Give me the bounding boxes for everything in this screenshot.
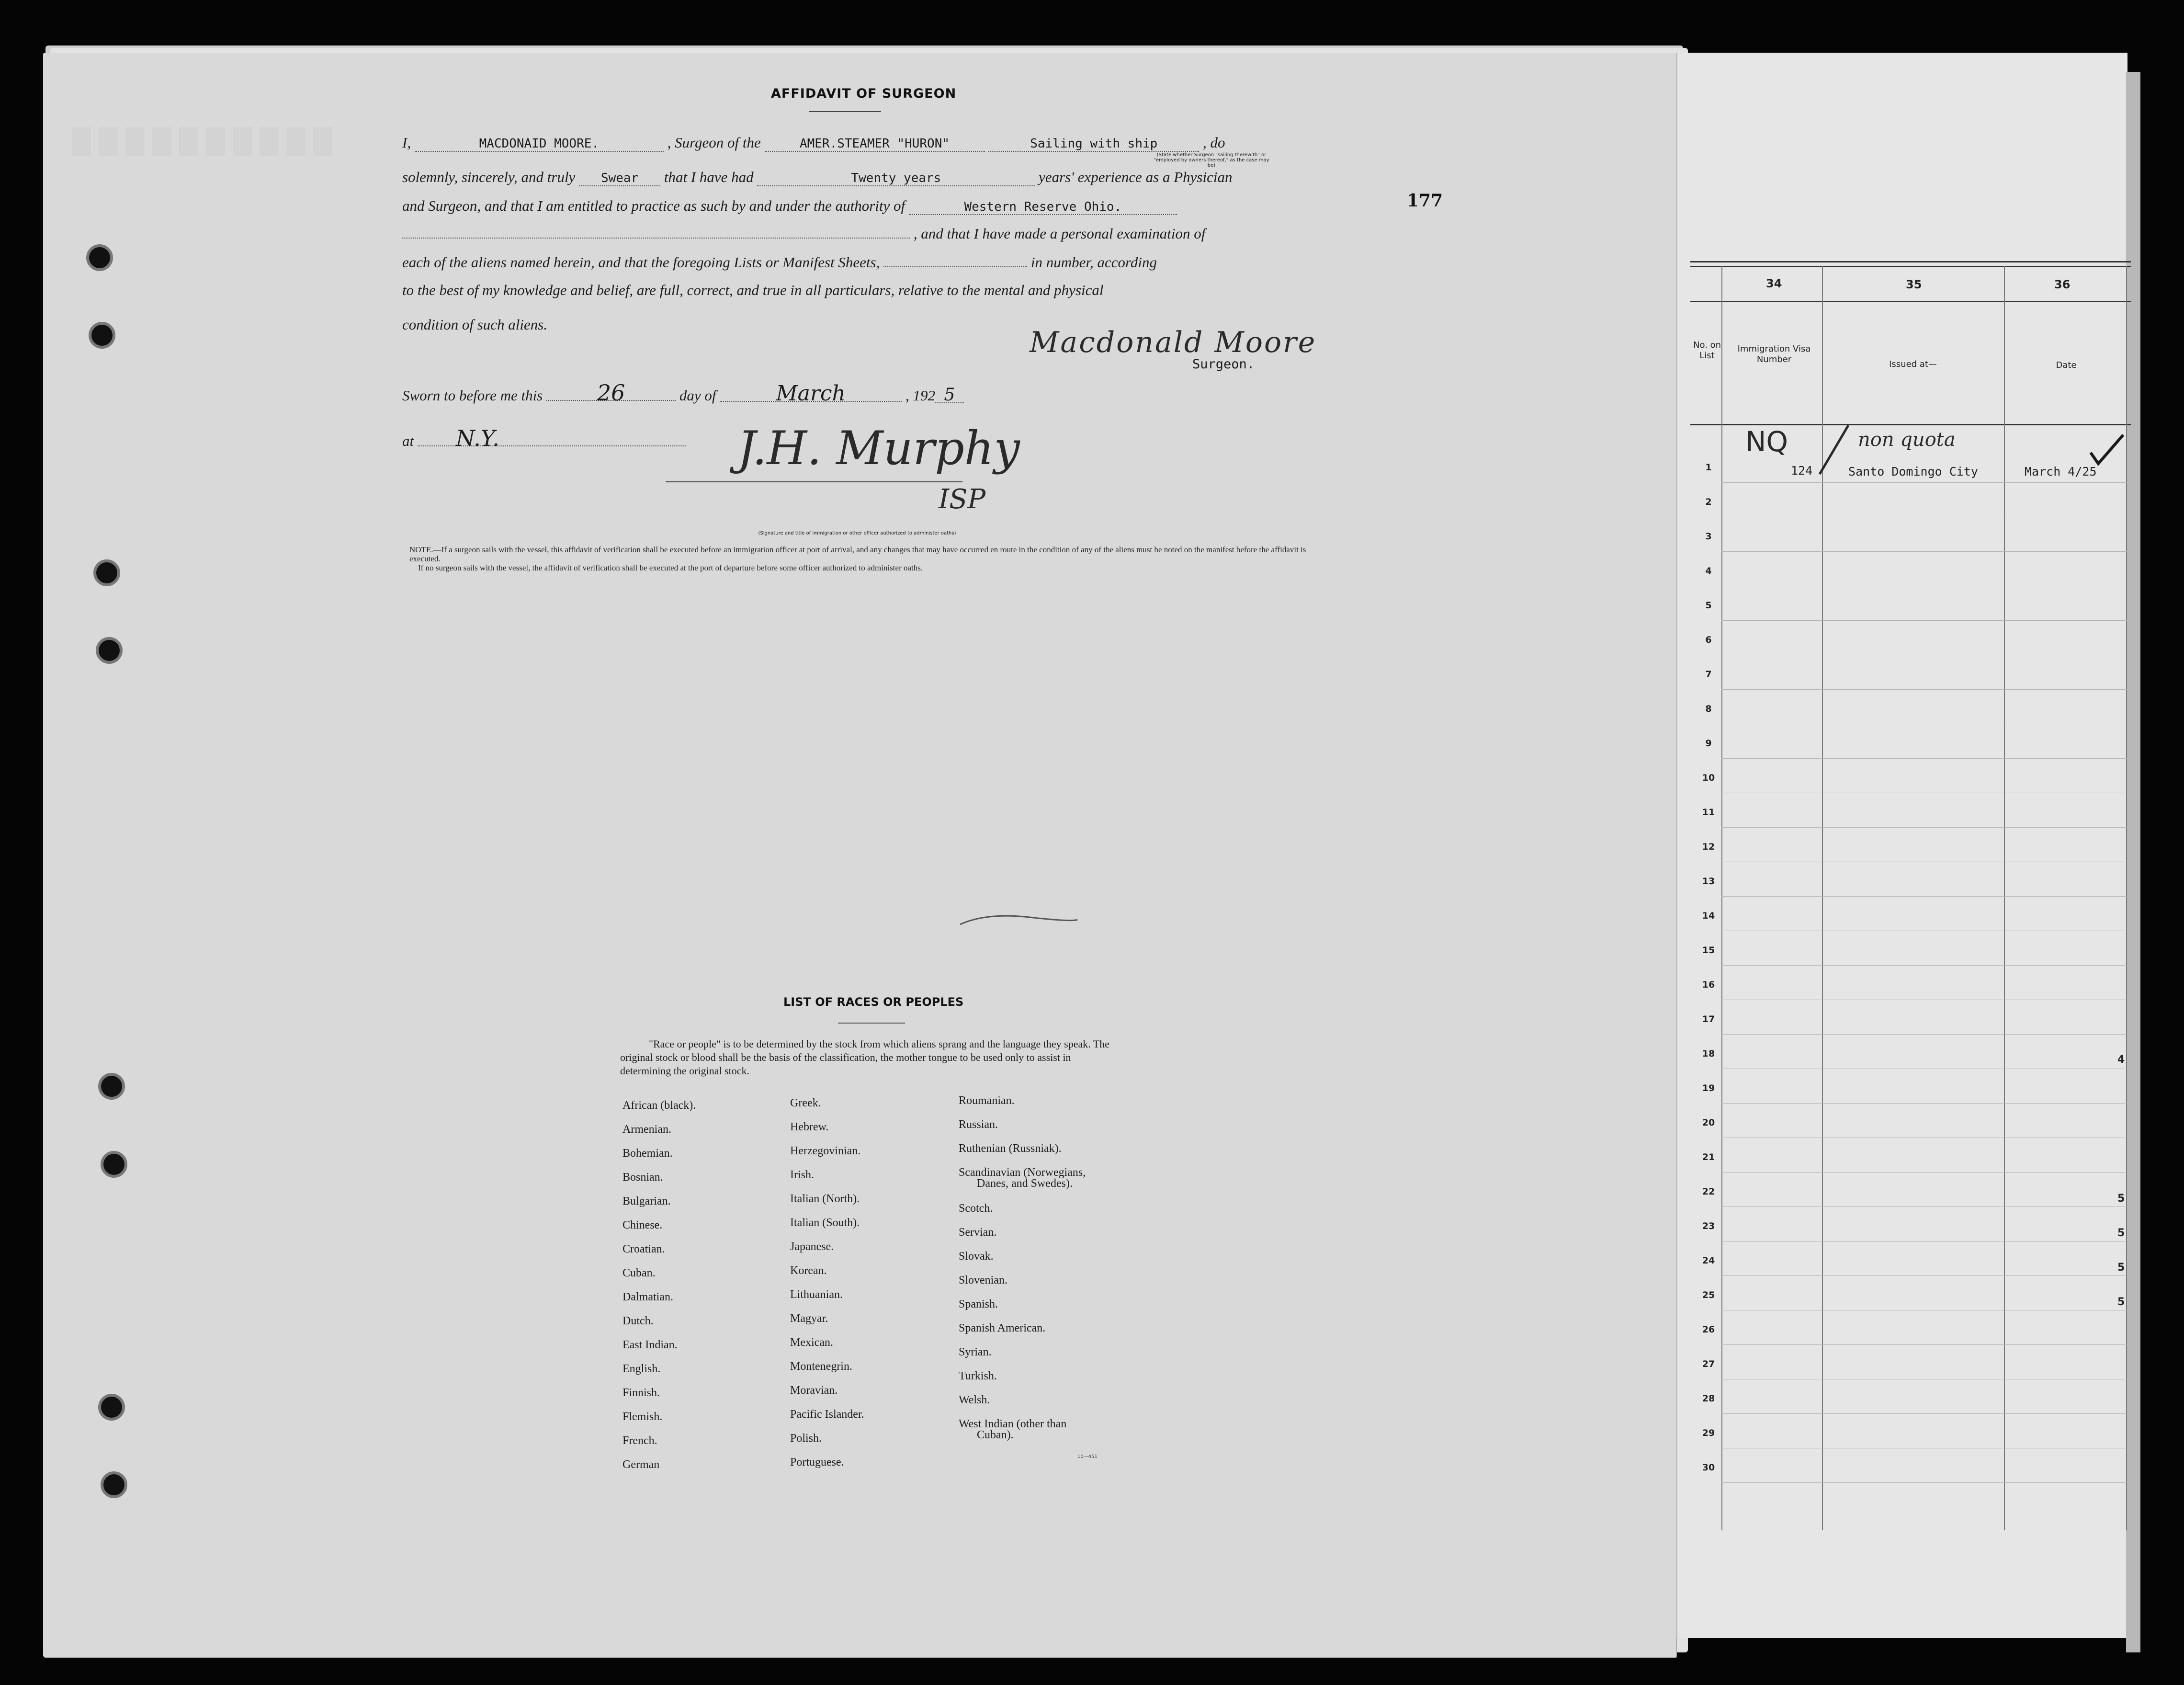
race-item: Slovak.	[959, 1250, 994, 1263]
slash-mark	[1815, 421, 1853, 479]
race-item: Spanish.	[959, 1298, 998, 1310]
race-item: Flemish.	[622, 1411, 663, 1423]
row-number: 4	[1705, 566, 1712, 576]
issued-at-value: Santo Domingo City	[1848, 465, 1978, 478]
row-number: 21	[1702, 1152, 1715, 1162]
affidavit-title: AFFIDAVIT OF SURGEON	[771, 86, 957, 101]
race-item: Cuban.	[622, 1267, 656, 1279]
race-item: Slovenian.	[959, 1274, 1007, 1287]
race-item: Korean.	[790, 1264, 827, 1277]
surgeon-signature: Macdonald Moore	[1030, 326, 1317, 359]
affidavit-line-7: condition of such aliens.	[402, 316, 548, 333]
race-item: Greek.	[790, 1097, 821, 1109]
affidavit-line-6: to the best of my knowledge and belief, are full, correct, and true in all particulars, relative to the mental and physical	[402, 282, 1104, 298]
row-rule	[1721, 1034, 2128, 1035]
races-intro: "Race or people" is to be determined by the stock from which aliens sprang and the language they speak. The original stock or blood shall be the basis of the classification, the mother tongue to be used only to assist in determining the original stock.	[620, 1038, 1110, 1077]
visa-number-value: 124	[1791, 464, 1813, 478]
edge-digit: 5	[2117, 1193, 2125, 1205]
row-number: 23	[1702, 1221, 1715, 1231]
race-item: Pacific Islander.	[790, 1408, 864, 1421]
surgeon-name-field: MACDONAID MOORE.	[415, 137, 664, 152]
visa-number-header: Immigration Visa Number	[1737, 344, 1811, 364]
i-label: I,	[402, 134, 411, 151]
binder-hole	[98, 1073, 125, 1100]
race-item: Italian (North).	[790, 1193, 860, 1205]
row-rule	[1721, 1275, 2128, 1276]
in-number-label: in number, according	[1030, 254, 1157, 271]
year-prefix: , 192	[905, 387, 935, 404]
each-label: each of the aliens named herein, and that the foregoing Lists or Manifest Sheets,	[402, 254, 880, 271]
row-number: 27	[1702, 1359, 1715, 1369]
race-item: Chinese.	[622, 1219, 663, 1231]
race-item: Spanish American.	[959, 1322, 1046, 1334]
row-number: 10	[1702, 773, 1715, 783]
race-item: Polish.	[790, 1432, 822, 1445]
year-field: 5	[935, 388, 964, 403]
column-number: 34	[1766, 277, 1782, 290]
race-item: Hebrew.	[790, 1121, 829, 1133]
race-item: Russian.	[959, 1118, 998, 1131]
edge-digit: 5	[2117, 1262, 2125, 1274]
race-item: African (black).	[622, 1099, 696, 1112]
sworn-day-field: 26	[546, 386, 676, 401]
race-item: Bohemian.	[622, 1147, 673, 1160]
row-number: 15	[1702, 945, 1715, 956]
vessel-field: AMER.STEAMER "HURON"	[765, 137, 985, 152]
race-item: English.	[622, 1363, 661, 1375]
affidavit-line-1	[402, 134, 1225, 152]
row-rule	[1721, 1103, 2128, 1104]
row-rule	[1721, 1172, 2128, 1173]
edge-digit: 4	[2117, 1054, 2125, 1066]
row-number: 14	[1702, 911, 1715, 921]
officer-signature-line	[666, 481, 962, 482]
sworn-month-field: March	[720, 387, 902, 402]
race-item: Roumanian.	[959, 1094, 1015, 1107]
stray-pen-mark	[958, 910, 1082, 929]
binder-hole	[98, 1394, 125, 1421]
row-number: 5	[1705, 600, 1712, 611]
race-item: Croatian.	[622, 1243, 665, 1255]
officer-caption: (Signature and title of immigration or other officer authorized to administer oaths)	[758, 531, 956, 536]
oath-field: Swear	[579, 171, 660, 186]
non-quota-note: non quota	[1858, 429, 1956, 451]
had-label: that I have had	[664, 169, 754, 185]
column-number: 36	[2054, 278, 2071, 291]
day-of-label: day of	[679, 387, 716, 404]
binder-hole	[86, 244, 113, 271]
row-number: 12	[1702, 842, 1715, 852]
race-item: Lithuanian.	[790, 1288, 843, 1301]
race-item: Dalmatian.	[622, 1291, 673, 1303]
edge-digit: 5	[2117, 1296, 2125, 1308]
note-paragraph-2: If no surgeon sails with the vessel, the affidavit of verification shall be executed at the port of departure before some officer authorized to administer oaths.	[418, 563, 923, 572]
row-number: 30	[1702, 1462, 1715, 1473]
row-number: 13	[1702, 876, 1715, 887]
row-number: 11	[1702, 807, 1715, 818]
race-item: Bosnian.	[622, 1171, 663, 1184]
affidavit-note	[409, 545, 1319, 572]
row-rule	[1721, 758, 2128, 759]
race-item: East Indian.	[622, 1339, 678, 1351]
form-code: 10—451	[1077, 1454, 1098, 1459]
table-top-rule	[1690, 261, 2131, 262]
race-item: Scotch.	[959, 1202, 993, 1215]
no-on-list-header: No. on List	[1693, 340, 1721, 361]
race-item: West Indian (other than	[959, 1418, 1067, 1430]
binder-hole	[89, 322, 115, 349]
row-number: 3	[1705, 531, 1712, 542]
experience-label: years' experience as a Physician	[1039, 169, 1233, 185]
row-number: 25	[1702, 1290, 1715, 1300]
binder-hole	[93, 559, 120, 586]
table-top-rule-2	[1690, 266, 2131, 267]
issued-at-header: Issued at—	[1889, 359, 1937, 369]
binder-hole	[101, 1471, 127, 1498]
race-item: Ruthenian (Russniak).	[959, 1142, 1062, 1155]
affidavit-line-5	[402, 254, 1157, 271]
row-number: 2	[1705, 497, 1712, 507]
at-label: at	[402, 433, 414, 449]
row-number: 9	[1705, 738, 1712, 749]
authority-continuation	[402, 238, 910, 239]
date-value: March 4/25	[2025, 465, 2097, 478]
row-number: 20	[1702, 1117, 1715, 1128]
solemnly-label: solemnly, sincerely, and truly	[402, 169, 576, 185]
row-number: 17	[1702, 1014, 1715, 1025]
edge-digit: 5	[2117, 1227, 2125, 1239]
place-field: N.Y.	[418, 431, 686, 446]
surgeon-label: Surgeon.	[1192, 357, 1255, 372]
row-rule	[1721, 965, 2128, 966]
row-number: 19	[1702, 1083, 1715, 1093]
row-rule	[1721, 482, 2128, 483]
race-item: Irish.	[790, 1169, 814, 1181]
row-number: 7	[1705, 669, 1712, 680]
sworn-line	[402, 380, 964, 406]
row-number: 6	[1705, 635, 1712, 645]
row-rule	[1721, 1413, 2128, 1414]
bleed-through-mark	[72, 127, 340, 156]
race-item: Scandinavian (Norwegians,	[959, 1166, 1086, 1179]
quota-mark: NQ	[1745, 425, 1788, 458]
row-number: 18	[1702, 1048, 1715, 1059]
check-mark-icon	[2088, 431, 2126, 469]
row-number: 28	[1702, 1393, 1715, 1404]
row-rule	[1721, 1344, 2128, 1345]
row-rule	[1721, 896, 2128, 897]
sailing-note: (State whether Surgeon "sailing therewith" or "employed by owners thereof," as the case may be)	[1154, 152, 1269, 168]
race-item: Bulgarian.	[622, 1195, 671, 1207]
row-number: 26	[1702, 1324, 1715, 1335]
column-divider	[2126, 266, 2127, 1530]
row-number: 16	[1702, 979, 1715, 990]
years-field: Twenty years	[757, 171, 1035, 186]
page-number: 177	[1407, 191, 1443, 211]
race-item: Cuban).	[977, 1429, 1014, 1441]
sheets-count-field	[883, 266, 1027, 267]
title-rule	[809, 111, 881, 112]
table-number-rule	[1690, 301, 2131, 302]
race-item: Dutch.	[622, 1315, 654, 1327]
officer-initials: ISP	[939, 484, 986, 515]
race-item: Portuguese.	[790, 1456, 844, 1469]
race-item: Herzegovinian.	[790, 1145, 861, 1157]
race-item: Finnish.	[622, 1387, 660, 1399]
row-number: 8	[1705, 704, 1712, 714]
race-item: Danes, and Swedes).	[977, 1177, 1073, 1190]
affidavit-line-4	[402, 225, 1205, 242]
row-rule	[1721, 620, 2128, 621]
do-label: , do	[1203, 134, 1225, 151]
race-item: German	[622, 1458, 660, 1471]
races-title: LIST OF RACES OR PEOPLES	[783, 995, 964, 1009]
races-title-rule	[838, 1023, 905, 1024]
at-line	[402, 425, 686, 451]
race-item: Servian.	[959, 1226, 997, 1239]
binder-hole	[96, 637, 123, 664]
row-number: 24	[1702, 1255, 1715, 1266]
column-divider	[2004, 266, 2005, 1530]
affidavit-line-2	[402, 169, 1232, 186]
race-item: Welsh.	[959, 1394, 990, 1406]
row-rule	[1721, 551, 2128, 552]
race-item: Armenian.	[622, 1123, 671, 1136]
surgeon-of-label: , Surgeon of the	[667, 134, 761, 151]
sworn-label: Sworn to before me this	[402, 387, 543, 404]
authority-field: Western Reserve Ohio.	[909, 200, 1177, 215]
row-rule	[1721, 827, 2128, 828]
row-number: 29	[1702, 1428, 1715, 1438]
race-item: Mexican.	[790, 1336, 833, 1349]
officer-signature: J.H. Murphy	[737, 421, 1020, 475]
race-item: French.	[622, 1435, 657, 1447]
column-number: 35	[1906, 278, 1922, 291]
race-item: Syrian.	[959, 1346, 992, 1358]
row-number: 22	[1702, 1186, 1715, 1197]
sailing-field: Sailing with ship	[988, 137, 1199, 152]
binder-hole	[101, 1151, 127, 1178]
column-divider	[1721, 266, 1722, 1530]
and-surgeon-label: and Surgeon, and that I am entitled to practice as such by and under the authority of	[402, 197, 905, 214]
note-paragraph-1: NOTE.—If a surgeon sails with the vessel, this affidavit of verification shall be executed before an immigration officer at port of arrival, and any changes that may have occurred en route in the condition of any of the aliens must be noted on the manifest before the affidavit is executed.	[409, 545, 1306, 563]
race-item: Montenegrin.	[790, 1360, 852, 1373]
affidavit-line-3	[402, 197, 1177, 215]
examination-label: , and that I have made a personal examination of	[913, 225, 1206, 242]
race-item: Magyar.	[790, 1312, 828, 1325]
row-rule	[1721, 689, 2128, 690]
row-rule	[1721, 1482, 2128, 1483]
race-item: Japanese.	[790, 1241, 834, 1253]
race-item: Moravian.	[790, 1384, 838, 1397]
race-item: Italian (South).	[790, 1217, 860, 1229]
sheet-edge	[2126, 72, 2140, 1652]
race-item: Turkish.	[959, 1370, 997, 1382]
row-number: 1	[1705, 462, 1712, 473]
date-header: Date	[2056, 360, 2077, 370]
